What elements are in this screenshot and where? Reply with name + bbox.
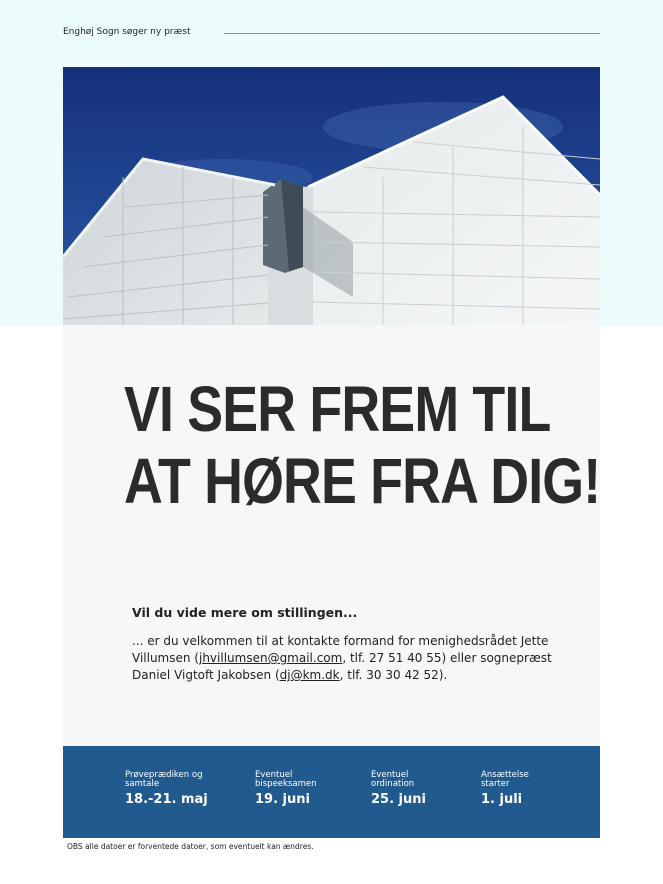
date-label: Prøveprædiken og samtale xyxy=(125,770,203,789)
info-intro: ... er du velkommen til at kontakte formand for menighedsrådet Jette Villumsen ( xyxy=(132,634,549,665)
date-value: 19. juni xyxy=(255,792,310,807)
info-body xyxy=(132,633,552,684)
headline xyxy=(124,373,601,517)
info-mid: , tlf. 27 51 40 55) eller sognepræst Daniel Vigtoft Jakobsen ( xyxy=(132,651,552,682)
date-item-proeveprædiken xyxy=(125,771,225,807)
date-label: Eventuel ordination xyxy=(371,770,415,789)
info-end: , tlf. 30 30 42 52). xyxy=(339,668,448,682)
email-link-jette[interactable]: jhvillumsen@gmail.com xyxy=(198,651,343,665)
date-value: 25. juni xyxy=(371,792,426,807)
date-item-ansaettelse xyxy=(481,771,546,807)
date-item-bispeeksamen xyxy=(255,771,335,807)
date-value: 18.-21. maj xyxy=(125,792,208,807)
headline-line-1: VI SER FREM TIL xyxy=(124,373,551,445)
headline-line-2: AT HØRE FRA DIG! xyxy=(124,445,601,517)
date-label: Ansættelse starter xyxy=(481,770,529,789)
info-heading: Vil du vide mere om stillingen... xyxy=(132,605,358,620)
date-item-ordination xyxy=(371,771,431,807)
date-label: Eventuel bispeeksamen xyxy=(255,770,317,789)
header-label: Enghøj Sogn søger ny præst xyxy=(63,27,191,37)
church-roof-photo xyxy=(63,67,600,325)
dates-band xyxy=(63,746,600,838)
email-link-daniel[interactable]: dj@km.dk xyxy=(279,668,340,682)
footnote: OBS alle datoer er forventede datoer, som eventuelt kan ændres. xyxy=(67,842,314,851)
header-divider xyxy=(224,33,600,34)
date-value: 1. juli xyxy=(481,792,523,807)
